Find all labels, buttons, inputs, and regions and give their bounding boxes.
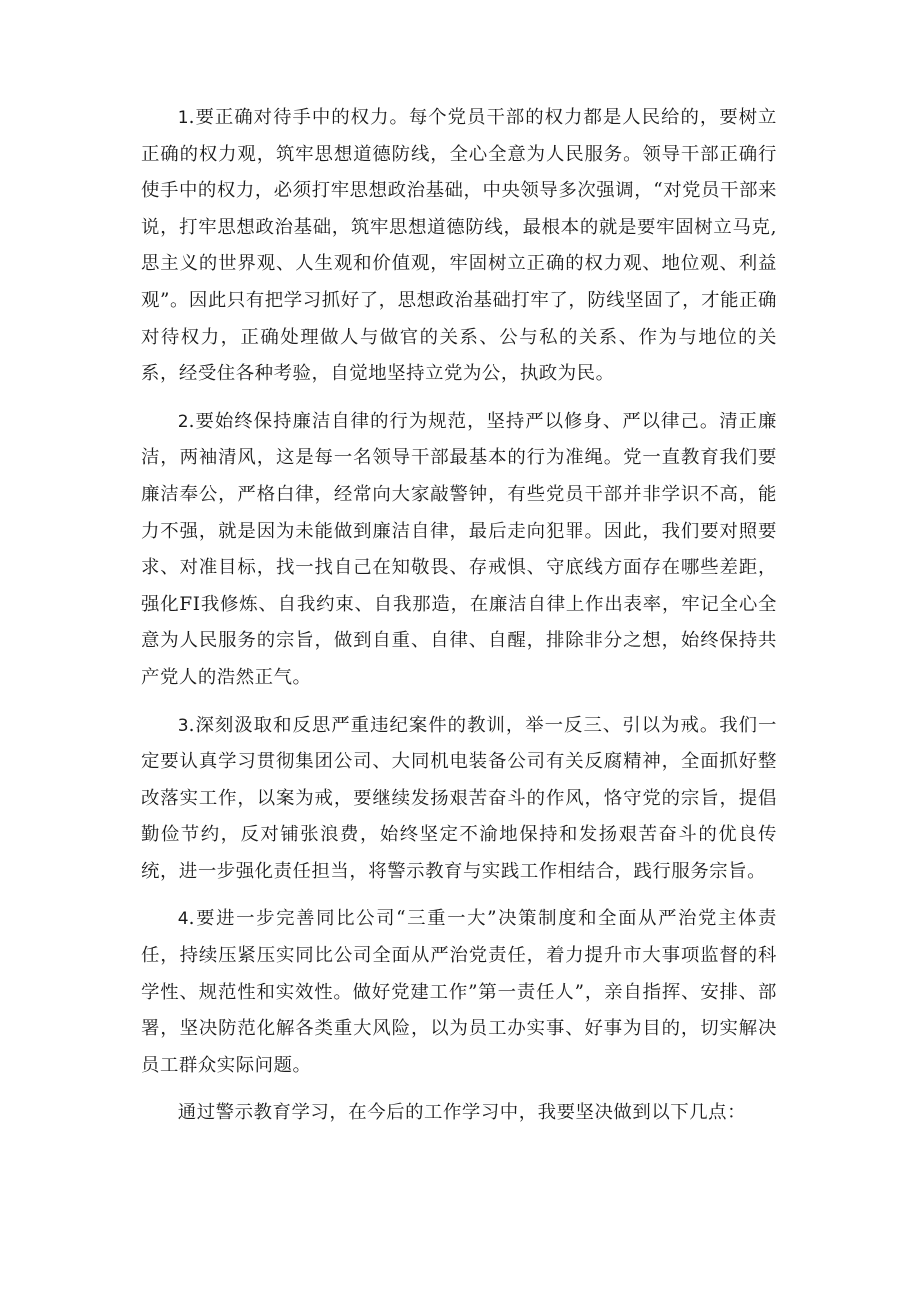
paragraph-text: 通过警示教育学习，在今后的工作学习中，我要坚决做到以下几点： (177, 1102, 747, 1124)
paragraph-number: 3 (177, 715, 189, 736)
paragraph-2 (141, 404, 777, 697)
paragraph-text: .要正确对待手中的权力。每个党员干部的权力都是人民给的，要树立正确的权力观，筑牢思想道德防线，全心全意为人民服务。领导干部正确行使手中的权力，必须打牢思想政治基础，中央领导多次强调，“对党员干部来说，打牢思想政治基础，筑牢思想道德防线，最根本的就是要牢固树立马克,思主义的世界观、人生观和价值观，牢固树立正确的权力观、地位观、利益观”。因此只有把学习抓好了，思想政治基础打牢了，防线坚固了，才能正确对待权力，正确处理做人与做官的关系、公与私的关系、作为与地位的关系，经受住各种考验，自觉地坚持立党为公，执政为民。 (141, 107, 777, 385)
paragraph-5 (141, 1095, 777, 1132)
paragraph-number: 1 (177, 108, 189, 128)
paragraph-text: .要进一步完善同比公司“三重一大”决策制度和全面从严治党主体责任，持续压紧压实同比公司全面从严治党责任，着力提升市大事项监督的科学性、规范性和实效性。做好党建工作”第一责任人”，亲自指挥、安排、部署，坚决防范化解各类重大风险，以为员工办实事、好事为目的，切实解决员工群众实际问题。 (141, 908, 777, 1076)
paragraph-text: .要始终保持廉洁自律的行为规范，坚持严以修身、严以律己。清正廉洁，两袖清风，这是每一名领导干部最基本的行为准绳。党一直教育我们要廉洁奉公，严格白律，经常向大家敲警钟，有些党员干部并非学识不高，能力不强，就是因为未能做到廉洁自律，最后走向犯罪。因此，我们要对照要求、对准目标，找一找自己在知敬畏、存戒惧、守底线方面存在哪些差距，强化FI我修炼、自我约束、自我那造，在廉洁自律上作出表率，牢记全心全意为人民服务的宗旨，做到自重、自律、自醒，排除非分之想，始终保持共产党人的浩然正气。 (141, 410, 777, 688)
paragraph-text: .深刻汲取和反思严重违纪案件的教训，举一反三、引以为戒。我们一定要认真学习贯彻集团公司、大同机电装备公司有关反腐精神，全面抓好整改落实工作，以案为戒，要继续发扬艰苦奋斗的作风，恪守党的宗旨，提倡勤俭节约，反对铺张浪费，始终坚定不渝地保持和发扬艰苦奋斗的优良传统，进一步强化责任担当，将警示教育与实践工作相结合，践行服务宗旨。 (141, 714, 777, 882)
paragraph-number: 2 (177, 411, 189, 432)
document-body (141, 100, 777, 1132)
paragraph-3 (141, 708, 777, 891)
paragraph-number: 4 (177, 909, 189, 930)
paragraph-1 (141, 100, 777, 393)
paragraph-4 (141, 901, 777, 1084)
